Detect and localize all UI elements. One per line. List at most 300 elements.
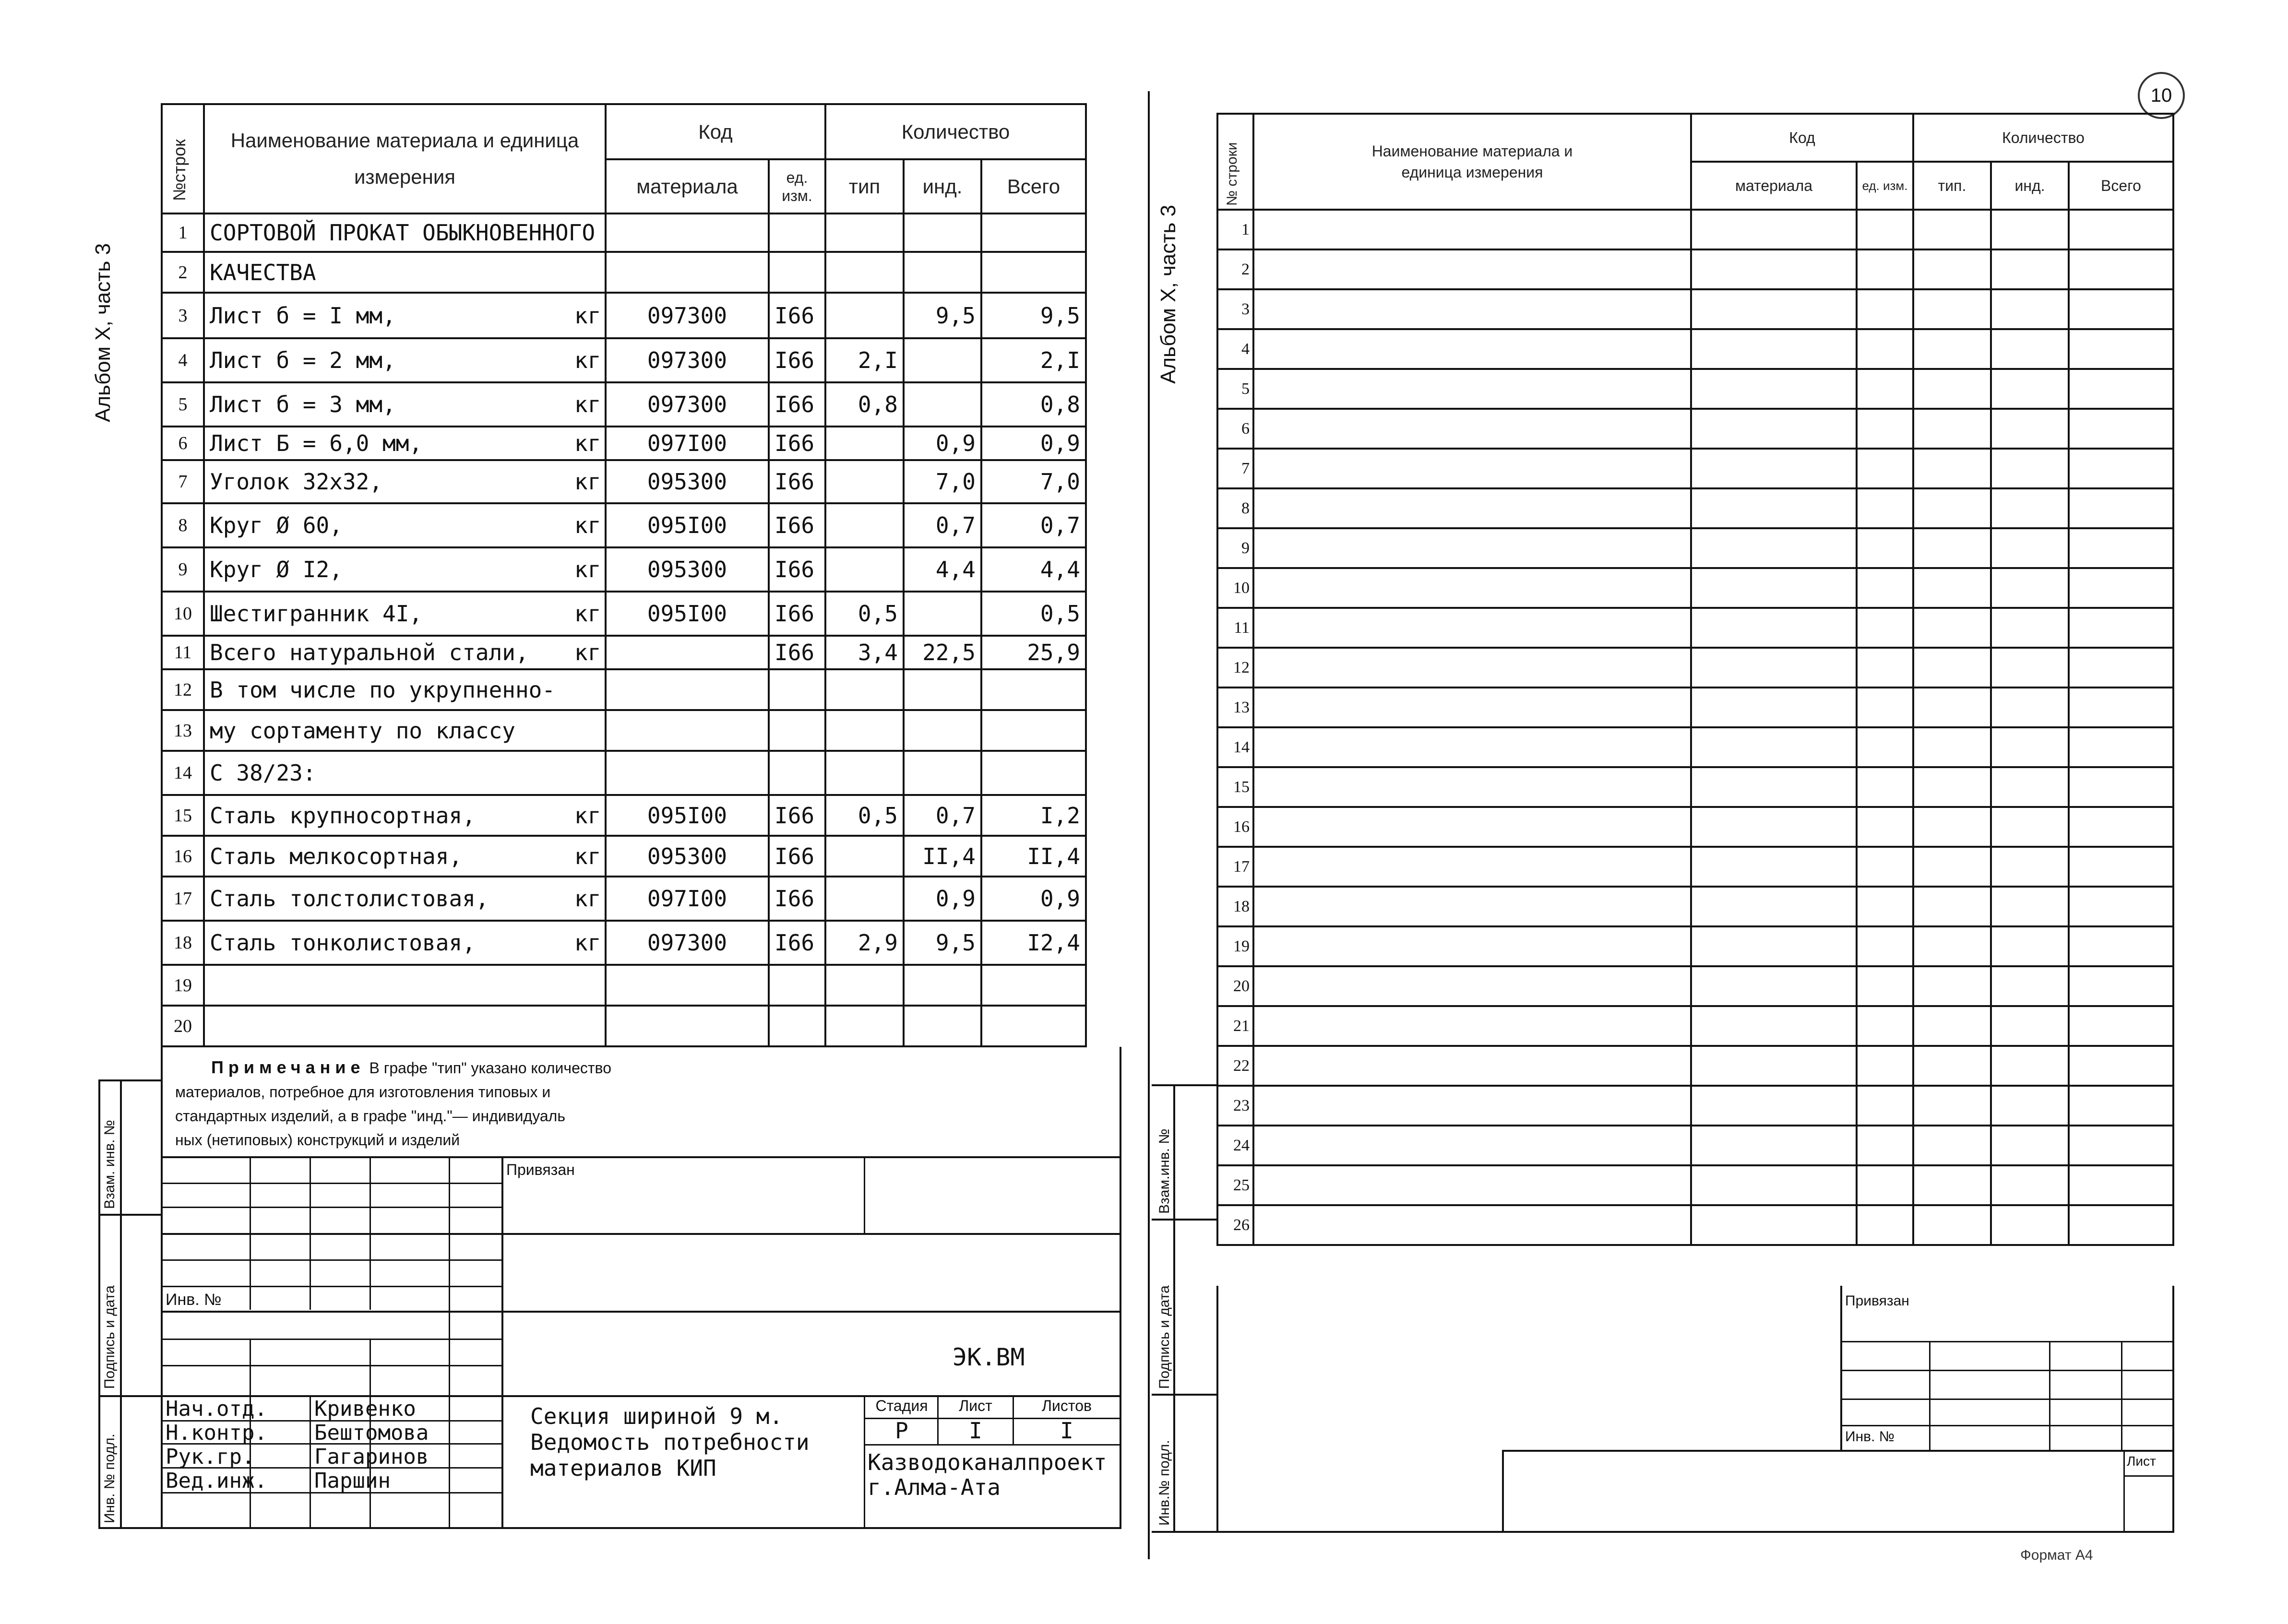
material-name <box>204 669 606 710</box>
qty-ind <box>904 710 981 751</box>
empty-cell <box>1691 807 1857 847</box>
empty-cell <box>1691 966 1857 1006</box>
qty-total: 9,5 <box>981 293 1086 338</box>
material-name-text: Всего натуральной стали, <box>210 640 529 665</box>
material-name <box>204 503 606 547</box>
empty-cell <box>1913 1046 1991 1086</box>
unit-code: I66 <box>769 460 825 503</box>
empty-cell <box>1691 1006 1857 1046</box>
material-name-text: С 38/23: <box>210 760 316 786</box>
unit-code: I66 <box>769 795 825 836</box>
qty-type <box>825 252 904 293</box>
header-row-no: №строк <box>162 104 204 213</box>
qty-ind <box>904 669 981 710</box>
row-number: 20 <box>1217 966 1253 1006</box>
empty-cell <box>1253 1205 1691 1245</box>
row-number: 3 <box>162 293 204 338</box>
material-code: 097300 <box>606 338 769 382</box>
empty-cell <box>1991 966 2069 1006</box>
unit-code: I66 <box>769 293 825 338</box>
material-code <box>606 751 769 795</box>
empty-cell <box>1253 249 1691 289</box>
row-number: 3 <box>1217 289 1253 329</box>
empty-cell <box>1991 887 2069 926</box>
unit-code <box>769 252 825 293</box>
qty-type: 2,I <box>825 338 904 382</box>
empty-cell <box>1991 648 2069 688</box>
table-row <box>162 338 1086 382</box>
empty-cell <box>1991 210 2069 249</box>
material-code <box>606 669 769 710</box>
note-line-3: ных (нетиповых) конструкций и изделий <box>175 1131 460 1149</box>
empty-cell <box>1691 608 1857 648</box>
empty-cell <box>1253 409 1691 449</box>
material-name <box>204 460 606 503</box>
row-number: 10 <box>1217 568 1253 608</box>
empty-cell <box>1253 369 1691 409</box>
empty-cell <box>1991 488 2069 528</box>
material-code <box>606 710 769 751</box>
qty-total: 0,8 <box>981 382 1086 427</box>
empty-cell <box>1253 568 1691 608</box>
empty-cell <box>1691 1205 1857 1245</box>
row-number: 14 <box>162 751 204 795</box>
empty-cell <box>1991 289 2069 329</box>
row-number: 15 <box>162 795 204 836</box>
empty-cell <box>1857 608 1913 648</box>
table-row <box>162 636 1086 669</box>
table-row <box>1217 449 2173 488</box>
row-number: 13 <box>162 710 204 751</box>
empty-cell <box>2069 409 2173 449</box>
org-name: Казводоканалпроект г.Алма-Ата <box>868 1449 1107 1500</box>
right-header-code-unit: ед. изм. <box>1857 162 1913 210</box>
unit-code: I66 <box>769 547 825 592</box>
material-name-text: Лист б = I мм, <box>210 302 396 329</box>
table-row <box>162 213 1086 252</box>
empty-cell <box>1913 608 1991 648</box>
empty-cell <box>1913 688 1991 727</box>
empty-cell <box>1991 329 2069 369</box>
empty-cell <box>1253 1126 1691 1165</box>
qty-total: 25,9 <box>981 636 1086 669</box>
empty-cell <box>1253 688 1691 727</box>
row-number: 10 <box>162 592 204 636</box>
unit-text: кг <box>574 347 601 373</box>
empty-cell <box>1913 887 1991 926</box>
row-number: 14 <box>1217 727 1253 767</box>
material-name-text: Лист б = 2 мм, <box>210 347 396 373</box>
qty-total: 7,0 <box>981 460 1086 503</box>
empty-cell <box>1991 727 2069 767</box>
qty-total: 0,9 <box>981 427 1086 460</box>
qty-total <box>981 213 1086 252</box>
material-name <box>204 1006 606 1046</box>
row-number: 21 <box>1217 1006 1253 1046</box>
empty-cell <box>1253 608 1691 648</box>
signer-row: Н.контр. Бештомова <box>166 1421 429 1445</box>
empty-cell <box>1857 1006 1913 1046</box>
left-album-label: Альбом X, часть 3 <box>91 243 115 422</box>
empty-cell <box>1691 1086 1857 1126</box>
empty-cell <box>1691 767 1857 807</box>
table-row <box>162 382 1086 427</box>
left-inv-no: Инв. № <box>166 1291 222 1309</box>
unit-text: кг <box>574 391 601 417</box>
empty-cell <box>1991 1086 2069 1126</box>
empty-cell <box>2069 767 2173 807</box>
right-album-label: Альбом X, часть 3 <box>1156 204 1180 384</box>
unit-text: кг <box>574 557 601 582</box>
table-row <box>1217 568 2173 608</box>
material-name-text: Лист б = 3 мм, <box>210 391 396 417</box>
table-row <box>1217 1126 2173 1165</box>
material-code: 095300 <box>606 460 769 503</box>
qty-ind: 0,7 <box>904 503 981 547</box>
empty-cell <box>1253 926 1691 966</box>
empty-cell <box>1253 329 1691 369</box>
empty-cell <box>1913 210 1991 249</box>
empty-cell <box>1991 1006 2069 1046</box>
material-code: 095I00 <box>606 592 769 636</box>
right-header-row-no: № строки <box>1217 114 1253 210</box>
unit-text: кг <box>574 512 601 538</box>
material-code <box>606 965 769 1006</box>
empty-cell <box>2069 528 2173 568</box>
empty-cell <box>2069 1165 2173 1205</box>
empty-cell <box>1991 1165 2069 1205</box>
right-header-qty-type: тип. <box>1913 162 1991 210</box>
table-row <box>162 547 1086 592</box>
material-name-text: Круг Ø I2, <box>210 557 343 582</box>
sheet-label: Лист <box>959 1397 992 1414</box>
material-name-text: Круг Ø 60, <box>210 512 343 538</box>
qty-ind <box>904 965 981 1006</box>
empty-cell <box>1253 488 1691 528</box>
row-number: 25 <box>1217 1165 1253 1205</box>
left-margin-vzam: Взам. инв. № <box>102 1120 118 1209</box>
empty-cell <box>1913 528 1991 568</box>
signer-row: Рук.гр. Гагаринов <box>166 1445 429 1469</box>
right-margin-podpis: Подпись и дата <box>1156 1285 1172 1389</box>
qty-type <box>825 547 904 592</box>
sheets-value: I <box>1060 1418 1073 1444</box>
row-number: 1 <box>1217 210 1253 249</box>
empty-cell <box>1857 369 1913 409</box>
row-number: 2 <box>162 252 204 293</box>
qty-total: 0,5 <box>981 592 1086 636</box>
unit-code: I66 <box>769 427 825 460</box>
qty-ind <box>904 1006 981 1046</box>
stage-label: Стадия <box>875 1397 928 1414</box>
empty-cell <box>2069 847 2173 887</box>
qty-type <box>825 965 904 1006</box>
empty-cell <box>1253 887 1691 926</box>
empty-cell <box>1691 1126 1857 1165</box>
row-number: 20 <box>162 1006 204 1046</box>
empty-cell <box>1253 1046 1691 1086</box>
material-name <box>204 338 606 382</box>
empty-cell <box>1913 289 1991 329</box>
empty-cell <box>2069 926 2173 966</box>
unit-code: I66 <box>769 382 825 427</box>
empty-cell <box>1913 369 1991 409</box>
right-header-code: Код <box>1691 114 1913 162</box>
table-row <box>1217 767 2173 807</box>
empty-cell <box>1913 1205 1991 1245</box>
material-code: 097I00 <box>606 427 769 460</box>
row-number: 24 <box>1217 1126 1253 1165</box>
qty-total: I2,4 <box>981 921 1086 965</box>
material-name-text: СОРТОВОЙ ПРОКАТ ОБЫКНОВЕННОГО <box>210 220 596 246</box>
table-row <box>162 427 1086 460</box>
note-line-0: В графе "тип" указано количество <box>369 1059 611 1077</box>
unit-text: кг <box>574 843 601 869</box>
unit-code <box>769 710 825 751</box>
empty-cell <box>1253 807 1691 847</box>
table-row <box>1217 369 2173 409</box>
empty-cell <box>1253 727 1691 767</box>
qty-type: 3,4 <box>825 636 904 669</box>
row-number: 18 <box>1217 887 1253 926</box>
qty-type <box>825 710 904 751</box>
row-number: 15 <box>1217 767 1253 807</box>
table-row <box>162 965 1086 1006</box>
material-code: 097300 <box>606 293 769 338</box>
row-number: 16 <box>1217 807 1253 847</box>
right-margin-inv: Инв.№ подл. <box>1156 1440 1172 1526</box>
empty-cell <box>1253 847 1691 887</box>
empty-cell <box>1253 210 1691 249</box>
row-number: 19 <box>162 965 204 1006</box>
material-name <box>204 427 606 460</box>
left-margin-inv: Инв. № подл. <box>102 1434 118 1523</box>
empty-cell <box>1691 887 1857 926</box>
empty-cell <box>1857 568 1913 608</box>
empty-cell <box>1691 568 1857 608</box>
empty-cell <box>2069 1046 2173 1086</box>
table-row <box>1217 926 2173 966</box>
table-row <box>1217 847 2173 887</box>
empty-cell <box>1691 488 1857 528</box>
empty-cell <box>2069 329 2173 369</box>
material-name <box>204 795 606 836</box>
qty-ind: 0,7 <box>904 795 981 836</box>
empty-cell <box>1253 1006 1691 1046</box>
qty-ind: 9,5 <box>904 293 981 338</box>
qty-type <box>825 213 904 252</box>
empty-cell <box>1691 847 1857 887</box>
header-qty-type: тип <box>825 159 904 213</box>
table-row <box>162 503 1086 547</box>
unit-code <box>769 965 825 1006</box>
stage-value: Р <box>895 1418 908 1444</box>
qty-type <box>825 293 904 338</box>
table-row <box>162 293 1086 338</box>
empty-cell <box>2069 249 2173 289</box>
signers <box>166 1397 429 1493</box>
unit-code <box>769 213 825 252</box>
signer-row: Нач.отд. Кривенко <box>166 1397 416 1421</box>
qty-total <box>981 751 1086 795</box>
empty-cell <box>1913 767 1991 807</box>
unit-code: I66 <box>769 592 825 636</box>
empty-cell <box>1857 1086 1913 1126</box>
empty-cell <box>1253 449 1691 488</box>
empty-cell <box>2069 1126 2173 1165</box>
left-materials-table <box>161 103 1087 1047</box>
qty-ind <box>904 213 981 252</box>
empty-cell <box>1691 1046 1857 1086</box>
header-qty-ind: инд. <box>904 159 981 213</box>
material-name-text: Шестигранник 4I, <box>210 601 423 627</box>
row-number: 17 <box>1217 847 1253 887</box>
table-row <box>1217 1046 2173 1086</box>
row-number: 7 <box>1217 449 1253 488</box>
material-name-text: КАЧЕСТВА <box>210 259 316 285</box>
qty-type <box>825 669 904 710</box>
right-header-name: Наименование материала и единица измерения <box>1253 114 1691 210</box>
empty-cell <box>1913 966 1991 1006</box>
empty-cell <box>1991 568 2069 608</box>
empty-cell <box>2069 1086 2173 1126</box>
empty-cell <box>1857 409 1913 449</box>
material-name-text: му сортаменту по классу <box>210 717 515 744</box>
empty-cell <box>1857 210 1913 249</box>
empty-cell <box>1691 528 1857 568</box>
table-row <box>1217 1205 2173 1245</box>
empty-cell <box>2069 210 2173 249</box>
material-name-text: Сталь тонколистовая, <box>210 930 476 956</box>
unit-text: кг <box>574 601 601 627</box>
table-row <box>1217 887 2173 926</box>
material-code <box>606 1006 769 1046</box>
right-materials-table <box>1216 113 2174 1246</box>
note-line-2: стандартных изделий, а в графе "инд."— индивидуаль <box>175 1107 565 1125</box>
material-code: 097300 <box>606 921 769 965</box>
empty-cell <box>1857 1165 1913 1205</box>
empty-cell <box>1991 1046 2069 1086</box>
empty-cell <box>1913 329 1991 369</box>
empty-cell <box>1857 1126 1913 1165</box>
qty-ind: 4,4 <box>904 547 981 592</box>
material-code: 095300 <box>606 547 769 592</box>
sheets-label: Листов <box>1042 1397 1092 1414</box>
qty-ind: 22,5 <box>904 636 981 669</box>
sheet-value: I <box>969 1418 982 1444</box>
qty-type <box>825 1006 904 1046</box>
table-row <box>162 877 1086 921</box>
qty-ind: 0,9 <box>904 877 981 921</box>
material-name <box>204 382 606 427</box>
material-name <box>204 877 606 921</box>
row-number: 4 <box>1217 329 1253 369</box>
empty-cell <box>1691 409 1857 449</box>
table-row <box>162 460 1086 503</box>
empty-cell <box>1991 1126 2069 1165</box>
table-row <box>162 795 1086 836</box>
qty-type: 0,8 <box>825 382 904 427</box>
empty-cell <box>1691 249 1857 289</box>
empty-cell <box>1691 926 1857 966</box>
empty-cell <box>2069 608 2173 648</box>
empty-cell <box>1857 329 1913 369</box>
empty-cell <box>1857 926 1913 966</box>
left-privyazan: Привязан <box>506 1161 575 1178</box>
row-number: 5 <box>162 382 204 427</box>
material-name <box>204 921 606 965</box>
table-row <box>1217 807 2173 847</box>
table-row <box>1217 409 2173 449</box>
empty-cell <box>1253 289 1691 329</box>
empty-cell <box>2069 1006 2173 1046</box>
empty-cell <box>2069 568 2173 608</box>
row-number: 23 <box>1217 1086 1253 1126</box>
empty-cell <box>1691 727 1857 767</box>
empty-cell <box>2069 289 2173 329</box>
material-name <box>204 710 606 751</box>
right-sheet-label: Лист <box>2127 1454 2156 1469</box>
empty-cell <box>1991 369 2069 409</box>
empty-cell <box>1857 449 1913 488</box>
row-number: 6 <box>1217 409 1253 449</box>
right-header-qty-ind: инд. <box>1991 162 2069 210</box>
empty-cell <box>1857 966 1913 1006</box>
row-number: 11 <box>162 636 204 669</box>
row-number: 6 <box>162 427 204 460</box>
row-number: 8 <box>1217 488 1253 528</box>
signer-row: Вед.инж. Паршин <box>166 1469 391 1493</box>
right-inv-no: Инв. № <box>1845 1429 1895 1445</box>
row-number: 4 <box>162 338 204 382</box>
empty-cell <box>2069 807 2173 847</box>
note-block <box>175 1055 611 1152</box>
header-code-material: материала <box>606 159 769 213</box>
empty-cell <box>1913 807 1991 847</box>
unit-text: кг <box>574 930 601 956</box>
empty-cell <box>1857 1205 1913 1245</box>
row-number: 1 <box>162 213 204 252</box>
empty-cell <box>1991 449 2069 488</box>
qty-total: 4,4 <box>981 547 1086 592</box>
empty-cell <box>1691 210 1857 249</box>
qty-ind: 7,0 <box>904 460 981 503</box>
note-label: Примечание <box>211 1057 365 1077</box>
unit-code: I66 <box>769 636 825 669</box>
empty-cell <box>2069 488 2173 528</box>
unit-code: I66 <box>769 836 825 877</box>
empty-cell <box>1857 289 1913 329</box>
table-row <box>1217 1165 2173 1205</box>
empty-cell <box>1691 329 1857 369</box>
empty-cell <box>2069 966 2173 1006</box>
empty-cell <box>1991 1205 2069 1245</box>
row-number: 12 <box>1217 648 1253 688</box>
qty-total: 0,7 <box>981 503 1086 547</box>
empty-cell <box>1857 847 1913 887</box>
empty-cell <box>1913 1165 1991 1205</box>
empty-cell <box>1857 648 1913 688</box>
row-number: 13 <box>1217 688 1253 727</box>
material-name-text: В том числе по укрупненно- <box>210 676 556 703</box>
qty-total <box>981 965 1086 1006</box>
unit-text: кг <box>574 802 601 829</box>
qty-type: 0,5 <box>825 795 904 836</box>
material-name-text: Уголок 32х32, <box>210 469 383 495</box>
empty-cell <box>1253 767 1691 807</box>
unit-text: кг <box>574 302 601 329</box>
unit-text: кг <box>574 469 601 495</box>
